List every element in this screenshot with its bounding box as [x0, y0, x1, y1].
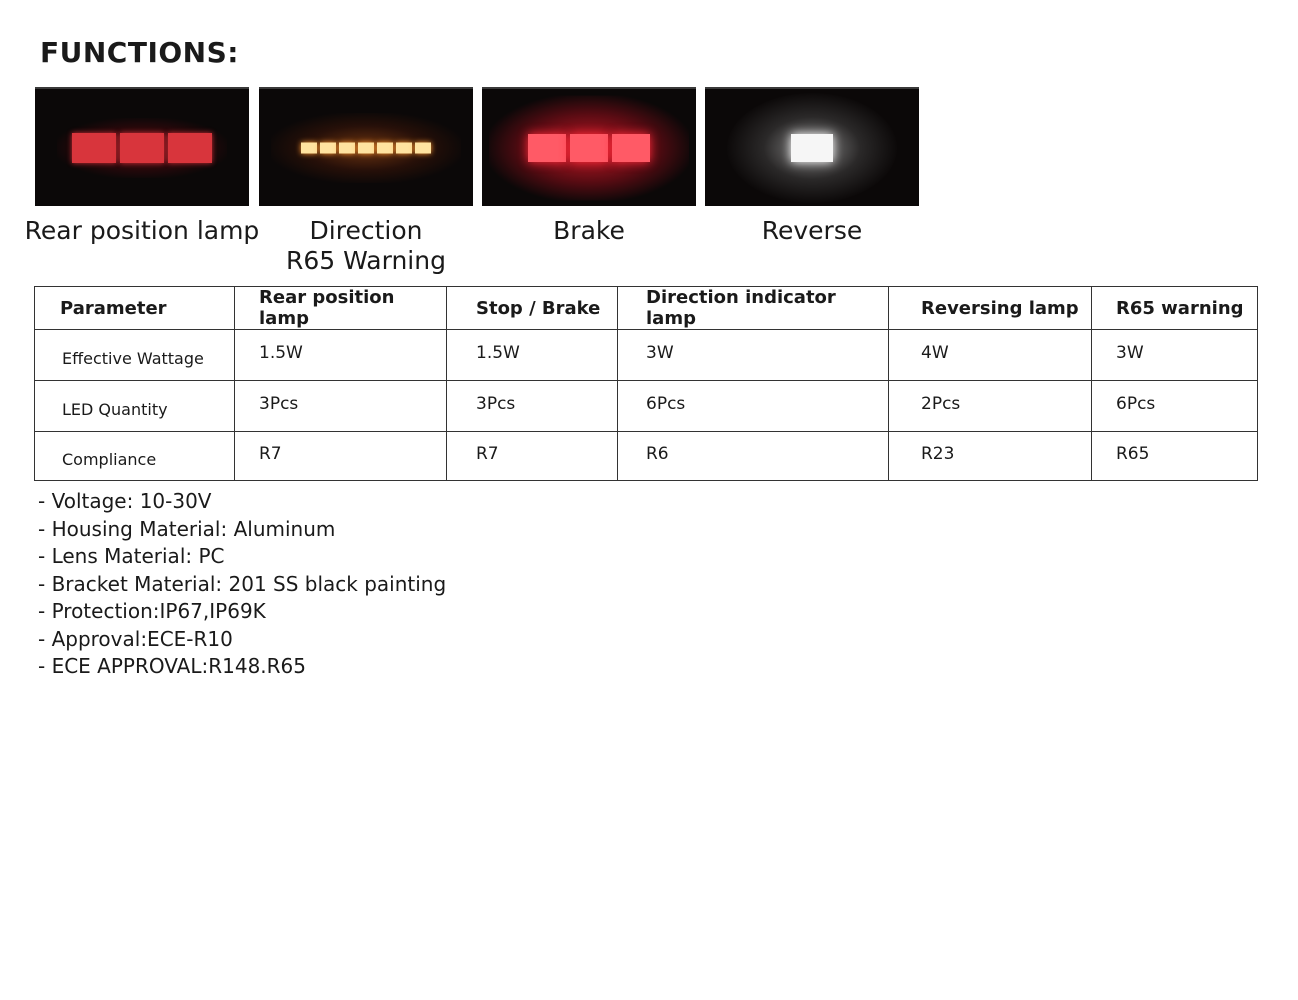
table-cell: 6Pcs — [618, 381, 889, 432]
direction-lamp-photo — [259, 87, 473, 206]
table-cell: 3Pcs — [447, 381, 618, 432]
caption-direction: Direction R65 Warning — [286, 216, 446, 275]
table-cell: R7 — [235, 432, 447, 481]
rear-position-lamp-photo — [35, 87, 249, 206]
table-cell: 4W — [889, 330, 1092, 381]
table-cell: R65 — [1092, 432, 1258, 481]
table-cell: LED Quantity — [35, 381, 235, 432]
table-cell: 3W — [1092, 330, 1258, 381]
table-cell: 1.5W — [235, 330, 447, 381]
spec-note-voltage: - Voltage: 10-30V — [38, 489, 212, 513]
header-cell: R65 warning — [1092, 287, 1258, 330]
caption-reverse: Reverse — [761, 216, 863, 245]
spec-note-housing: - Housing Material: Aluminum — [38, 516, 336, 541]
table-cell: R23 — [889, 432, 1092, 481]
table-cell: Compliance — [35, 432, 235, 481]
spec-notes-list — [38, 488, 446, 681]
table-cell: 3Pcs — [235, 381, 447, 432]
header-cell: Reversing lamp — [889, 287, 1092, 330]
header-cell: Direction indicator lamp — [618, 287, 889, 330]
table-row — [35, 381, 1258, 432]
page-heading: FUNCTIONS: — [40, 36, 239, 69]
header-cell: Parameter — [35, 287, 235, 330]
table-cell: Effective Wattage — [35, 330, 235, 381]
table-cell: 6Pcs — [1092, 381, 1258, 432]
brake-lamp-photo — [482, 87, 696, 206]
table-cell: 2Pcs — [889, 381, 1092, 432]
table-header-row — [35, 287, 1258, 330]
header-cell: Stop / Brake — [447, 287, 618, 330]
spec-note-ece-approval: - ECE APPROVAL:R148.R65 — [38, 654, 306, 678]
spec-note-protection: - Protection:IP67,IP69K — [38, 599, 266, 623]
table-row — [35, 330, 1258, 381]
table-row — [35, 432, 1258, 481]
specification-table — [34, 286, 1258, 481]
spec-note-lens: - Lens Material: PC — [38, 544, 225, 568]
caption-brake: Brake — [553, 216, 625, 245]
table-cell: R6 — [618, 432, 889, 481]
caption-rear-position-lamp: Rear position lamp — [24, 216, 260, 245]
table-cell: R7 — [447, 432, 618, 481]
spec-note-approval: - Approval:ECE-R10 — [38, 626, 233, 651]
reverse-lamp-photo — [705, 87, 919, 206]
header-cell: Rear position lamp — [235, 287, 447, 330]
table-cell: 1.5W — [447, 330, 618, 381]
table-cell: 3W — [618, 330, 889, 381]
spec-note-bracket: - Bracket Material: 201 SS black painting — [38, 571, 447, 596]
